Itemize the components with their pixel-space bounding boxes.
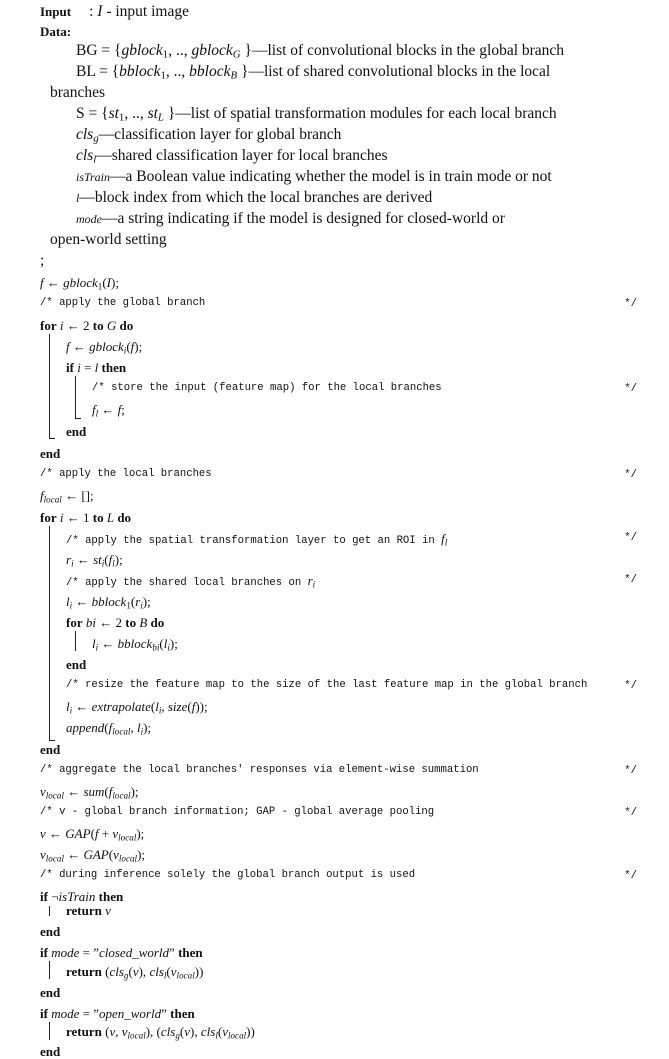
block-bar [49,334,50,438]
alg-bblock-first: $l_i$ ← $bblock_1(r_i)$; [66,594,151,611]
end-for-local: end [40,742,61,757]
comment-end: */ [624,870,637,882]
block-bar [49,906,50,916]
data-item-mode-cont: open-world setting [50,231,167,248]
data-item-bl-cont: branches [50,84,106,101]
data-item-bl: BL = {bblock$_1$, .., bblock$_B$ }—list of shared convolutional blocks in the local [76,63,551,82]
alg-gap-vlocal: $v_{local}$ ← $GAP(v_{local})$; [40,847,146,864]
alg-if-istrain: if ¬isTrain then [40,889,124,904]
block-bar-tick [75,418,81,419]
alg-append: $append(f_{local}$, $l_i$); [66,720,152,737]
comment-inference: /* during inference solely the global branch output is used [40,869,416,881]
data-keyword: Data: [40,24,72,39]
comment-resize: /* resize the feature map to the size of the last feature map in the global branch [66,679,588,691]
end-if-istrain: end [40,924,61,939]
data-item-clsg: cls$_g$—classification layer for global branch [76,126,342,145]
alg-line-init: f ← gblock$_1$(I); [40,275,119,292]
data-item-s: $S = \{st_1$, .., $st_L$ }—list of spatial transformation modules for each local branch [76,105,557,124]
semicolon: ; [40,252,45,269]
comment-spatial-transform: /* apply the spatial transformation layer to get an ROI in $f_l$ [66,531,448,548]
input-keyword: Input [40,4,72,19]
alg-if-l: if i = l then [66,360,127,375]
alg-for-bblock: for bi ← 2 to B do [66,615,165,630]
comment-store-input: /* store the input (feature map) for the local branches [92,382,442,394]
block-bar [49,961,50,979]
comment-end: */ [624,383,637,395]
alg-gap-v: v ← $GAP(f + v_{local})$; [40,826,145,843]
data-item-mode: mode—a string indicating if the model is designed for closed-world or [76,210,505,227]
comment-end: */ [624,532,637,544]
comment-end: */ [624,574,637,586]
data-item-bg: BG = {gblock$_1$, .., gblock$_G$ }—list of convolutional blocks in the global branch [76,42,565,61]
data-item-istrain: isTrain—a Boolean value indicating whether the model is in train mode or not [76,168,552,185]
data-item-l: l—block index from which the local branches are derived [76,189,433,206]
comment-end: */ [624,765,637,777]
alg-for-global: for i ← 2 to G do [40,318,134,333]
alg-return-closed: return (cls$_g$(v), $cls_l(v_{local})$) [66,964,204,981]
block-bar [49,526,50,740]
comment-gap: /* v - global branch information; GAP - global average pooling [40,806,435,818]
end-if-closed: end [40,985,61,1000]
comment-end: */ [624,469,637,481]
alg-sum: $v_{local}$ ← $sum(f_{local})$; [40,784,139,801]
alg-extrapolate: $l_i$ ← $extrapolate(l_i$, size(f)); [66,699,208,716]
block-bar-tick [49,438,55,439]
input-description: : I - input image [89,3,189,20]
alg-if-closed: if mode = ”closed_world” then [40,945,203,960]
end-for: end [40,446,61,461]
block-bar-tick [49,740,55,741]
comment-end: */ [624,807,637,819]
alg-flocal-init: $f_{local}$ ← []; [40,488,94,505]
alg-return-v: return v [66,903,111,918]
alg-bblock-apply: $l_i$ ← $bblock_{bi}(l_i)$; [92,636,178,653]
block-bar [75,631,76,651]
alg-for-local: for i ← 1 to L do [40,510,132,525]
comment-end: */ [624,298,637,310]
alg-roi: $r_i$ ← $st_i(f_l)$; [66,552,123,569]
alg-if-open: if mode = ”open_world” then [40,1006,195,1021]
end-if: end [66,424,87,439]
alg-store-fl: $f_l$ ← f; [92,402,125,419]
comment-end: */ [624,680,637,692]
input-line [40,4,189,20]
comment-global-branch: /* apply the global branch [40,297,206,309]
block-bar [49,1022,50,1040]
end-for-bblock: end [66,657,87,672]
end-if-open: end [40,1044,61,1059]
comment-aggregate: /* aggregate the local branches' responses via element-wise summation [40,764,479,776]
block-bar [75,376,76,418]
comment-local-branches: /* apply the local branches [40,468,212,480]
comment-shared-local: /* apply the shared local branches on $r_i$ [66,573,316,590]
alg-gblock-apply: f ← gblock$_i$(f); [66,339,143,356]
data-item-clsl: cls$_l$—shared classification layer for local branches [76,147,388,166]
alg-return-open: return (v, $v_{local}$), (cls$_g$(v), $cls_l(v_{local})$) [66,1024,255,1041]
